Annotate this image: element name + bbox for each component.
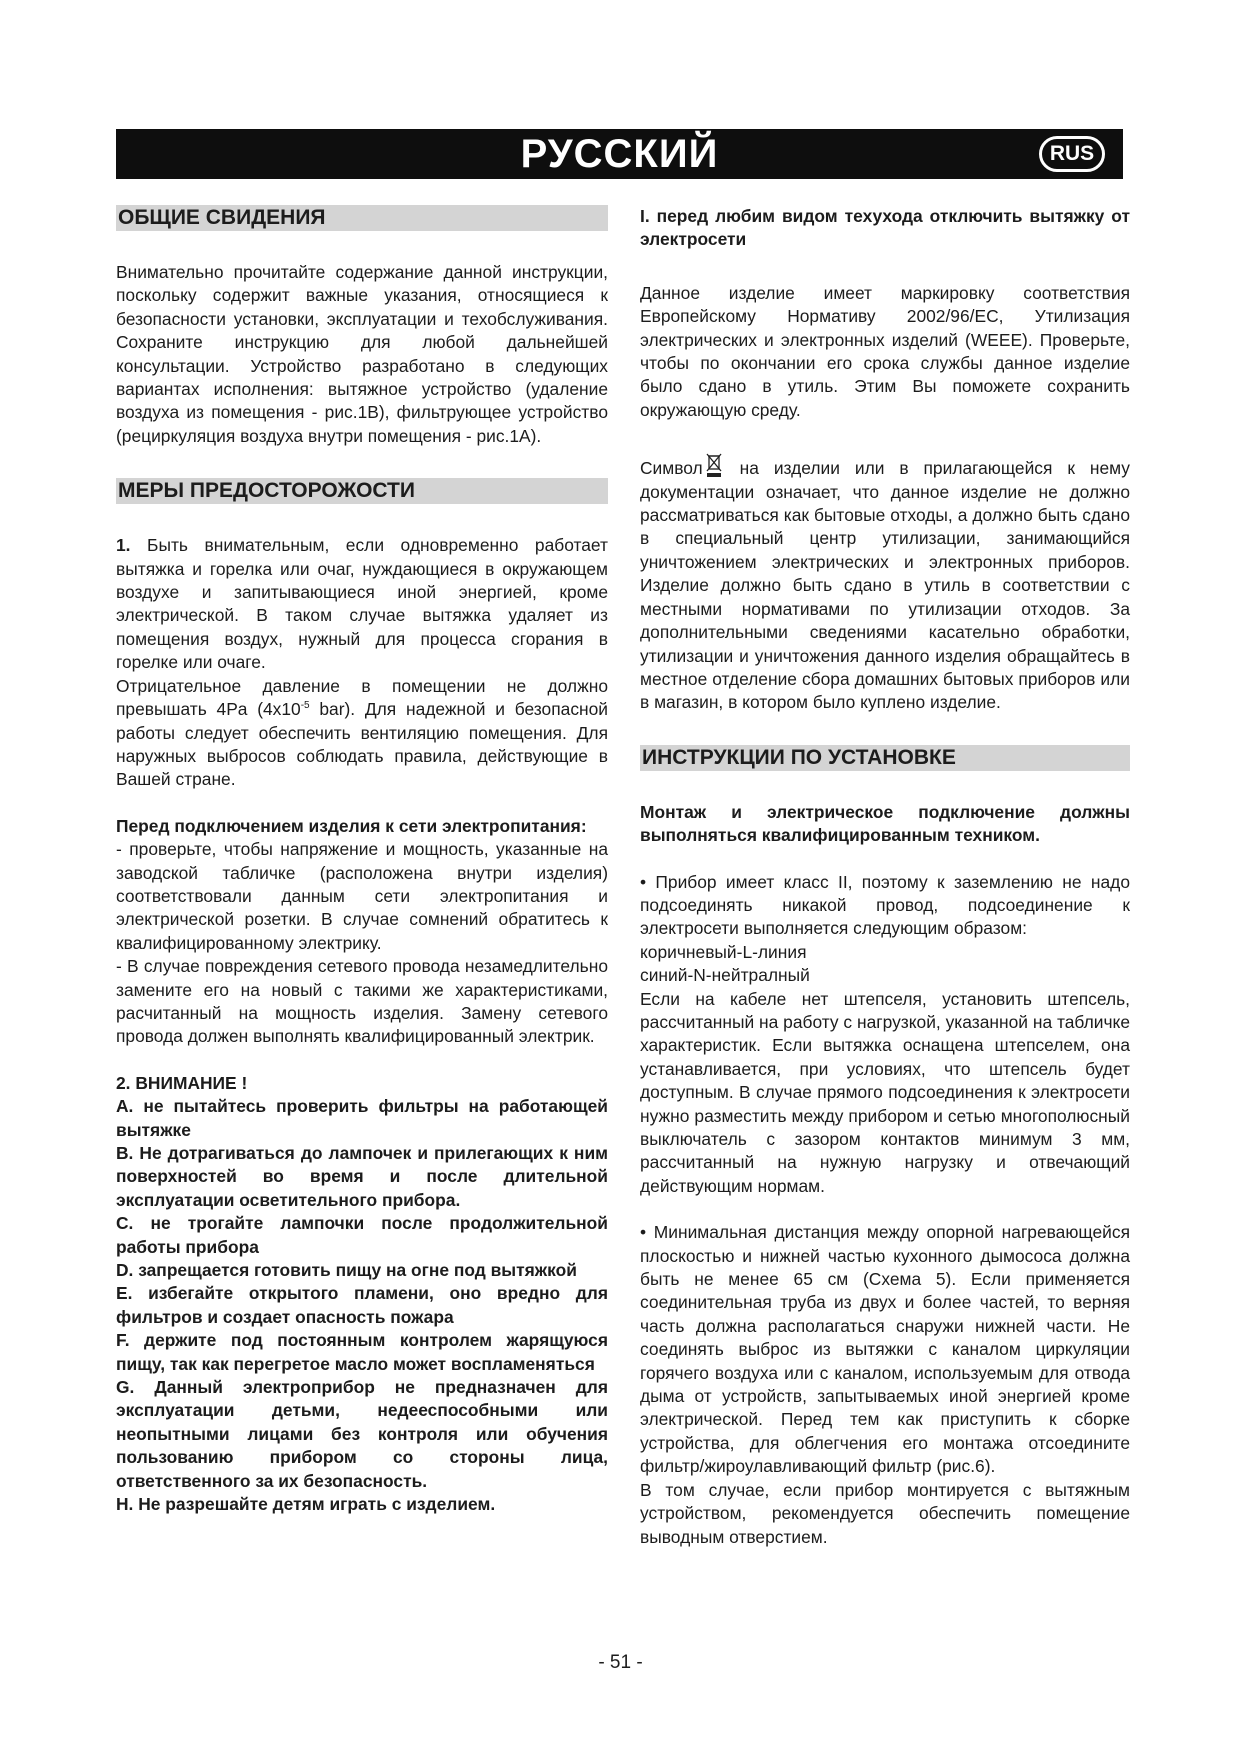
weee-paragraph-2 [640,452,1130,714]
pressure-exponent: -5 [300,700,310,712]
minimum-distance-paragraph: • Минимальная дистанция между опорной нагревающейся плоскостью и нижней частью кухонного дымососа должна быть не менее 65 см (Схема 5). Если применяется соединительная труба из двух и более частей, то верняя часть должна располагаться снаружи нижней части. Не соединять выброс из вытяжки с каналом циркуляции горячего воздуха или с каналом, используемым для отвода дыма от устройств, запытываемых иной энергией кроме электрической. Перед тем как приступить к сборке устройства, для облегчения его монтажа отсоедините фильтр/жироулавливающий фильтр (рис.6). [640,1222,1130,1477]
precaution-text-1: Быть внимательным, если одновременно работает вытяжка и горелка или очаг, нуждающиеся в окружающем воздухе и запитывающиеся иной энергией, кроме электрической. В таком случае вытяжка удаляет из помещения воздух, нужный для процесса сгорания в горелке или очаге. [116,535,608,673]
before-connection-item-1: - проверьте, чтобы напряжение и мощность, указанные на заводской табличке (расположена внутри изделия) соответствовали данным сети электропитания и электрической розетки. В случае сомнений обратитесь к квалифицированному электрику. [116,839,608,953]
precaution-number: 1. [116,535,131,556]
warning-item-g: G. Данный электроприбор не предназначен для эксплуатации детьми, недееспособными или неопытными лицами без контроля или обучения пользованию прибором со стороны лица, ответственного за их безопасность. [116,1377,608,1491]
symbol-word: Символ [640,458,703,479]
warning-item-a: A. не пытайтесь проверить фильтры на работающей вытяжке [116,1096,608,1140]
language-header-bar [116,129,1123,179]
precaution-paragraph-1 [116,534,608,674]
warning-item-c: C. не трогайте лампочки после продолжительной работы прибора [116,1213,608,1257]
warning-title: 2. ВНИМАНИЕ ! [116,1072,248,1093]
warning-item-e: E. избегайте открытого пламени, оно вредно для фильтров и создает опасность пожара [116,1283,608,1327]
installation-qualified-note: Монтаж и электрическое подключение должны выполняться квалифицированным техником. [640,801,1130,846]
section-heading-general: ОБЩИЕ СВИДЕНИЯ [116,205,608,231]
right-column [640,205,1130,1549]
warning-item-f: F. держите под постоянным контролем жарящуюся пищу, так как перегретое масло может воспламеняться [116,1330,608,1374]
general-info-paragraph: Внимательно прочитайте содержание данной инструкции, поскольку содержит важные указания, относящиеся к безопасности установки, эксплуатации и техобслуживания. Сохраните инструкцию для любой дальнейшей консультации. Устройство разработано в следующих вариантах исполнения: вытяжное устройство (удаление воздуха из помещения - рис.1B), фильтрующее устройство (рециркуляция воздуха внутри помещения - рис.1A). [116,262,608,446]
warning-item-d: D. запрещается готовить пищу на огне под вытяжкой [116,1260,577,1281]
language-title: РУССКИЙ [520,132,719,176]
crossed-bin-icon [705,452,723,478]
before-connection-heading: Перед подключением изделия к сети электропитания: [116,815,587,836]
before-connection-item-2: - В случае повреждения сетевого провода незамедлительно замените его на новый с такими же характеристиками, расчитанный на мощность изделия. Замену сетевого провода должен выполнять квалифицированный электрик. [116,956,608,1047]
pressure-text-a: Отрицательное давление в помещении не должно превышать 4Pa (4x10 [116,675,608,720]
precaution-paragraph-2 [116,675,608,792]
section-heading-precautions: МЕРЫ ПРЕДОСТОРОЖОСТИ [116,478,608,504]
weee-paragraph-1: Данное изделие имеет маркировку соответствия Европейскому Нормативу 2002/96/EC, Утилизация электрических и электронных изделий (WEEE). Проверьте, чтобы по окончании его срока службы данное изделие было сдано в утиль. Этим Вы поможете сохранить окружающую среду. [640,282,1130,420]
warning-item-b: B. Не дотрагиваться до лампочек и прилегающих к ним поверхностей во время и после длительной эксплуатации осветительного прибора. [116,1143,608,1210]
pressure-text-b: bar). Для надежной и безопасной работы следует обеспечить вентиляцию помещения. Для наружных выбросов соблюдать правила, действующие в Вашей стране. [116,699,608,790]
ventilation-opening-paragraph: В том случае, если прибор монтируется с вытяжным устройством, рекомендуется обеспечить помещение выводным отверстием. [640,1479,1130,1547]
weee-text-2: на изделии или в прилагающейся к нему документации означает, что данное изделие не должно рассматриваться как бытовые отходы, а должно быть сдано в специальный центр утилизации, занимающийся уничтожением электрических и электронных приборов. Изделие должно быть сдано в утиль в соответствии с местными нормативами по утилизации отходов. За дополнительными сведениями касательно обработки, утилизации и уничтожения данного изделия обращайтесь в местное отделение сбора домашних бытовых приборов или в магазин, в котором было куплено изделие. [640,458,1130,713]
wire-brown-line: коричневый-L-линия [640,941,807,962]
section-heading-installation: ИНСТРУКЦИИ ПО УСТАНОВКЕ [640,745,1130,771]
wire-blue-neutral: синий-N-нейтралный [640,965,810,986]
class-ii-paragraph: • Прибор имеет класс II, поэтому к заземлению не надо подсоединять никакой провод, подсоединение к электросети выполняется следующим образом: [640,871,1130,939]
warning-item-h: H. Не разрешайте детям играть с изделием. [116,1494,496,1515]
page-number: - 51 - [598,1652,643,1673]
plug-connection-paragraph: Если на кабеле нет штепселя, установить штепсель, рассчитанный на работу с нагрузкой, указанной на табличке характеристик. Если вытяжка оснащена штепселем, она устанавливается, при условиях, что штепсель будет доступным. В случае прямого подсоединения к электросети нужно разместить между прибором и сетью многополюсный выключатель с зазором контактов минимум 3 мм, рассчитанный на нужную нагрузку и отвечающий действующим нормам. [640,988,1130,1196]
left-column [116,205,608,1517]
language-badge: RUS [1039,136,1105,172]
maintenance-disconnect-note: I. перед любим видом техухода отключить вытяжку от электросети [640,206,1130,250]
